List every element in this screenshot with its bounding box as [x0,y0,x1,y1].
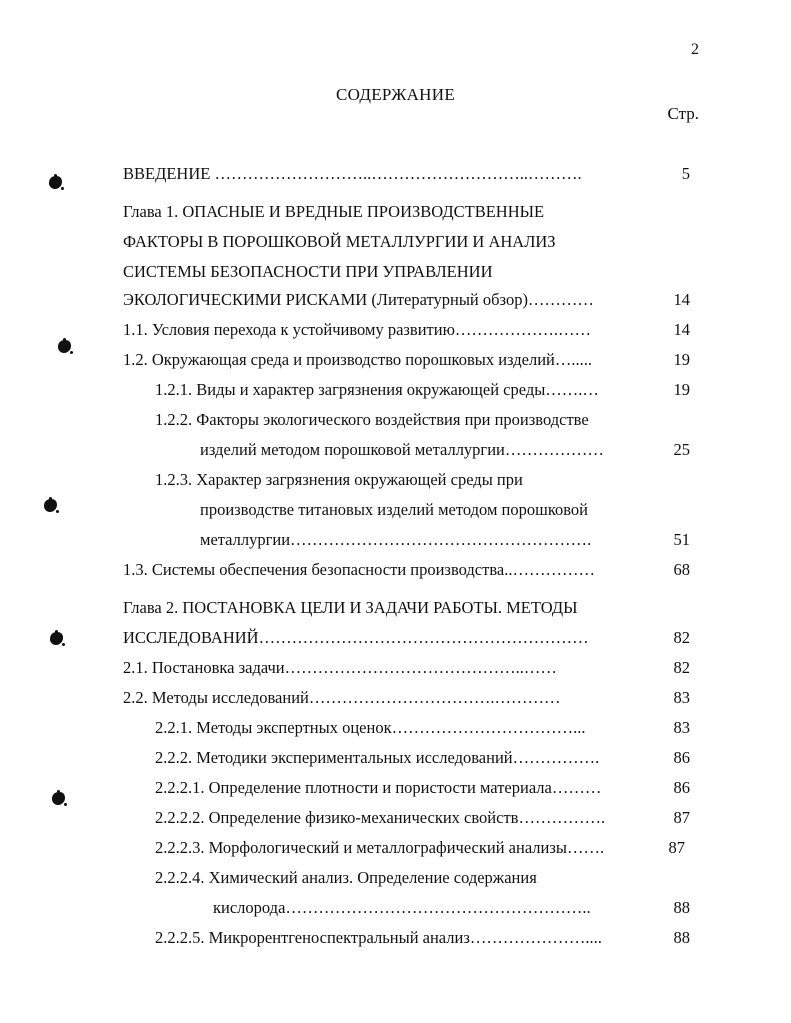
toc-entry-text: 2.2.1. Методы экспертных оценок……………………………... [155,718,586,737]
toc-entry-text: 2.1. Постановка задачи……………………………………..…… [123,658,557,677]
toc-entry-page: 14 [673,290,690,309]
page-number: 2 [691,41,699,58]
toc-entry-text: СИСТЕМЫ БЕЗОПАСНОСТИ ПРИ УПРАВЛЕНИИ [123,262,493,281]
punch-hole-mark-3 [44,499,57,512]
toc-entry-text: 2.2.2.3. Морфологический и металлографический анализы……. [155,838,605,857]
toc-entry-text: 2.2.2.4. Химический анализ. Определение содержания [155,868,537,887]
toc-entry-page: 19 [673,380,690,399]
toc-entry-page: 86 [673,778,690,797]
punch-hole-mark-1 [49,176,62,189]
toc-entry-page: 51 [673,530,690,549]
toc-entry-page: 19 [673,350,690,369]
toc-entry-page: 87 [668,838,685,857]
toc-entry-text: ФАКТОРЫ В ПОРОШКОВОЙ МЕТАЛЛУРГИИ И АНАЛИЗ [123,232,556,251]
toc-entry-text: 2.2.2.2. Определение физико-механических свойств……………. [155,808,606,827]
toc-entry-text: кислорода……………………………………………….. [213,898,591,917]
toc-entry-text: металлургии………………………………………………. [200,530,592,549]
punch-hole-mark-4 [50,632,63,645]
toc-entry-page: 14 [673,320,690,339]
toc-entry-page: 83 [673,718,690,737]
toc-entry-text: 1.2.3. Характер загрязнения окружающей среды при [155,470,523,489]
toc-entry-text: изделий методом порошковой металлургии……………… [200,440,604,459]
toc-entry-page: 25 [673,440,690,459]
toc-entry-text: Глава 2. ПОСТАНОВКА ЦЕЛИ И ЗАДАЧИ РАБОТЫ. МЕТОДЫ [123,598,578,617]
toc-entry-text: производстве титановых изделий методом порошковой [200,500,588,519]
punch-hole-mark-5 [52,792,65,805]
toc-entry-text: 2.2.2.5. Микрорентгеноспектральный анализ………………….... [155,928,602,947]
punch-hole-mark-2 [58,340,71,353]
toc-entry-text: 2.2.2.1. Определение плотности и пористости материала……… [155,778,602,797]
toc-entry-text: 1.3. Системы обеспечения безопасности производства..…………… [123,560,595,579]
toc-entry-page: 68 [673,560,690,579]
page-column-header: Стр. [667,104,699,123]
toc-entry-text: ВВЕДЕНИЕ ………………………..………………………..………. [123,164,582,183]
toc-entry-text: ИССЛЕДОВАНИЙ…………………………………………………… [123,628,589,647]
toc-entry-page: 82 [673,628,690,647]
toc-entry-text: 2.2. Методы исследований…………………………….………… [123,688,561,707]
toc-title: СОДЕРЖАНИЕ [335,85,456,104]
toc-entry-page: 5 [681,164,690,183]
toc-entry-text: 2.2.2. Методики экспериментальных исследований……………. [155,748,600,767]
toc-entry-text: Глава 1. ОПАСНЫЕ И ВРЕДНЫЕ ПРОИЗВОДСТВЕННЫЕ [123,202,545,221]
toc-entry-page: 87 [673,808,690,827]
toc-entry-text: ЭКОЛОГИЧЕСКИМИ РИСКАМИ (Литературный обзор)………… [123,290,594,309]
toc-entry-page: 88 [673,928,690,947]
toc-entry-page: 83 [673,688,690,707]
toc-entry-page: 88 [673,898,690,917]
toc-entry-page: 82 [673,658,690,677]
toc-entry-text: 1.2.2. Факторы экологического воздействия при производстве [155,410,589,429]
toc-entry-text: 1.2. Окружающая среда и производство порошковых изделий…..... [123,350,593,369]
toc-entry-text: 1.2.1. Виды и характер загрязнения окружающей среды…….… [155,380,599,399]
toc-entry-text: 1.1. Условия перехода к устойчивому развитию……………….…… [123,320,592,339]
toc-entry-page: 86 [673,748,690,767]
